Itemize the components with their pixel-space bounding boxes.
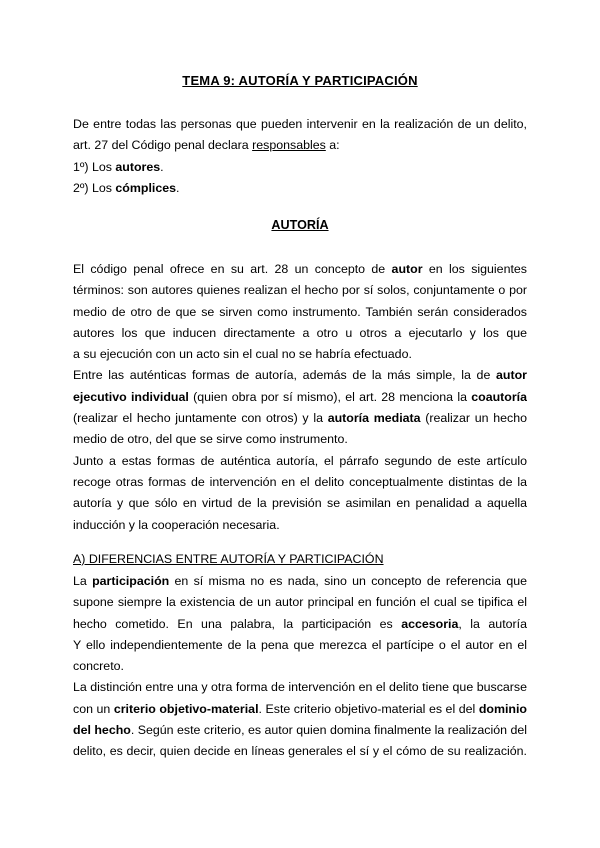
text-run: La (73, 574, 93, 588)
participacion-term: participación (92, 574, 170, 588)
text-run: El código penal ofrece en su art. 28 un concepto de (73, 262, 392, 276)
text-run: . Este criterio objetivo-material es el del (258, 701, 479, 716)
intro-line-2 (73, 135, 527, 156)
text-run: con un (73, 701, 114, 716)
text-run: . Según este criterio, es autor quien domina finalmente la realización del (130, 723, 527, 738)
section-a-heading: A) DIFERENCIAS ENTRE AUTORÍA Y PARTICIPACIÓN (73, 552, 384, 566)
page-title: TEMA 9: AUTORÍA Y PARTICIPACIÓN (182, 73, 418, 88)
paragraph-participacion (73, 571, 527, 763)
ejecutivo-individual-term: ejecutivo individual (73, 389, 189, 404)
list-punct: . (160, 159, 164, 174)
autoria-heading: AUTORÍA (271, 218, 329, 232)
autores-term: autores (115, 159, 161, 174)
autor-term: autor (391, 262, 423, 276)
responsables-term: responsables (252, 138, 326, 153)
criterio-term: criterio objetivo-material (113, 701, 259, 716)
coautoria-term: coautoría (471, 389, 527, 404)
text-run: (quien obra por sí mismo), el art. 28 menciona la (188, 389, 472, 404)
paragraph-line: términos: son autores quienes realizan el hecho por sí solos, conjuntamente o por (73, 283, 527, 298)
intro-line-1: De entre todas las personas que pueden intervenir en la realización de un delito, (73, 117, 527, 131)
paragraph-line: inducción y la cooperación necesaria. (73, 517, 280, 532)
list-number: 2º) Los (73, 180, 116, 195)
text-run: en sí misma no es nada, sino un concepto de referencia que (169, 574, 527, 588)
text-run: hecho cometido. En una palabra, la participación es (73, 616, 402, 631)
del-hecho-term: del hecho (73, 723, 131, 738)
complices-term: cómplices (115, 180, 177, 195)
dominio-term: dominio (478, 701, 527, 716)
autoria-mediata-term: autoría mediata (327, 411, 421, 426)
paragraph-line: a su ejecución con un acto sin el cual no se habría efectuado. (73, 347, 412, 362)
list-item-complices (73, 178, 527, 199)
paragraph-line: autores los que inducen directamente a otro u otros a ejecutarlo y los que (73, 325, 527, 340)
paragraph-line: medio de otro, del que se sirve como instrumento. (73, 432, 348, 447)
paragraph-line: recoge otras formas de intervención en el delito conceptualmente distintas de la (73, 474, 527, 489)
paragraph-line (73, 387, 527, 408)
paragraph-line: delito, es decir, quien decide en líneas generales el sí y el cómo de su realización. (73, 744, 527, 759)
paragraph-line (73, 408, 527, 429)
intro-text: a: (325, 138, 340, 153)
paragraph-line (73, 259, 527, 280)
accesoria-term: accesoria (401, 616, 459, 631)
intro-paragraph (73, 114, 527, 199)
paragraph-line: medio de otro de que se sirven como instrumento. También serán considerados (73, 304, 527, 319)
paragraph-line: Y ello independientemente de la pena que merezca el partícipe o el autor en el (73, 637, 527, 652)
text-run: Entre las auténticas formas de autoría, además de la más simple, la de (73, 368, 497, 383)
paragraph-line: autoría y que sólo en virtud de la previsión se asimilan en penalidad a aquella (73, 496, 527, 511)
paragraph-line (73, 365, 527, 386)
text-run: , la autoría (458, 616, 527, 631)
text-run: (realizar un hecho (425, 411, 527, 426)
paragraph-line (73, 720, 527, 741)
paragraph-line: La distinción entre una y otra forma de intervención en el delito tiene que buscarse (73, 680, 527, 695)
paragraph-line: Junto a estas formas de auténtica autoría, el párrafo segundo de este artículo (73, 453, 527, 468)
autor-term: autor (496, 368, 527, 383)
paragraph-line: supone siempre la existencia de un autor principal en función el cual se tipifica el (73, 595, 527, 610)
intro-text: art. 27 del Código penal declara (73, 138, 253, 153)
text-run: en los siguientes (422, 262, 527, 276)
list-item-autores (73, 157, 527, 178)
paragraph-line (73, 614, 527, 635)
paragraph-line: concreto. (73, 659, 124, 674)
list-number: 1º) Los (73, 159, 116, 174)
list-punct: . (176, 180, 180, 195)
paragraph-line (73, 571, 527, 592)
text-run: (realizar el hecho juntamente con otros) y la (73, 411, 328, 426)
paragraph-concepto-autor (73, 259, 527, 536)
paragraph-line (73, 699, 527, 720)
